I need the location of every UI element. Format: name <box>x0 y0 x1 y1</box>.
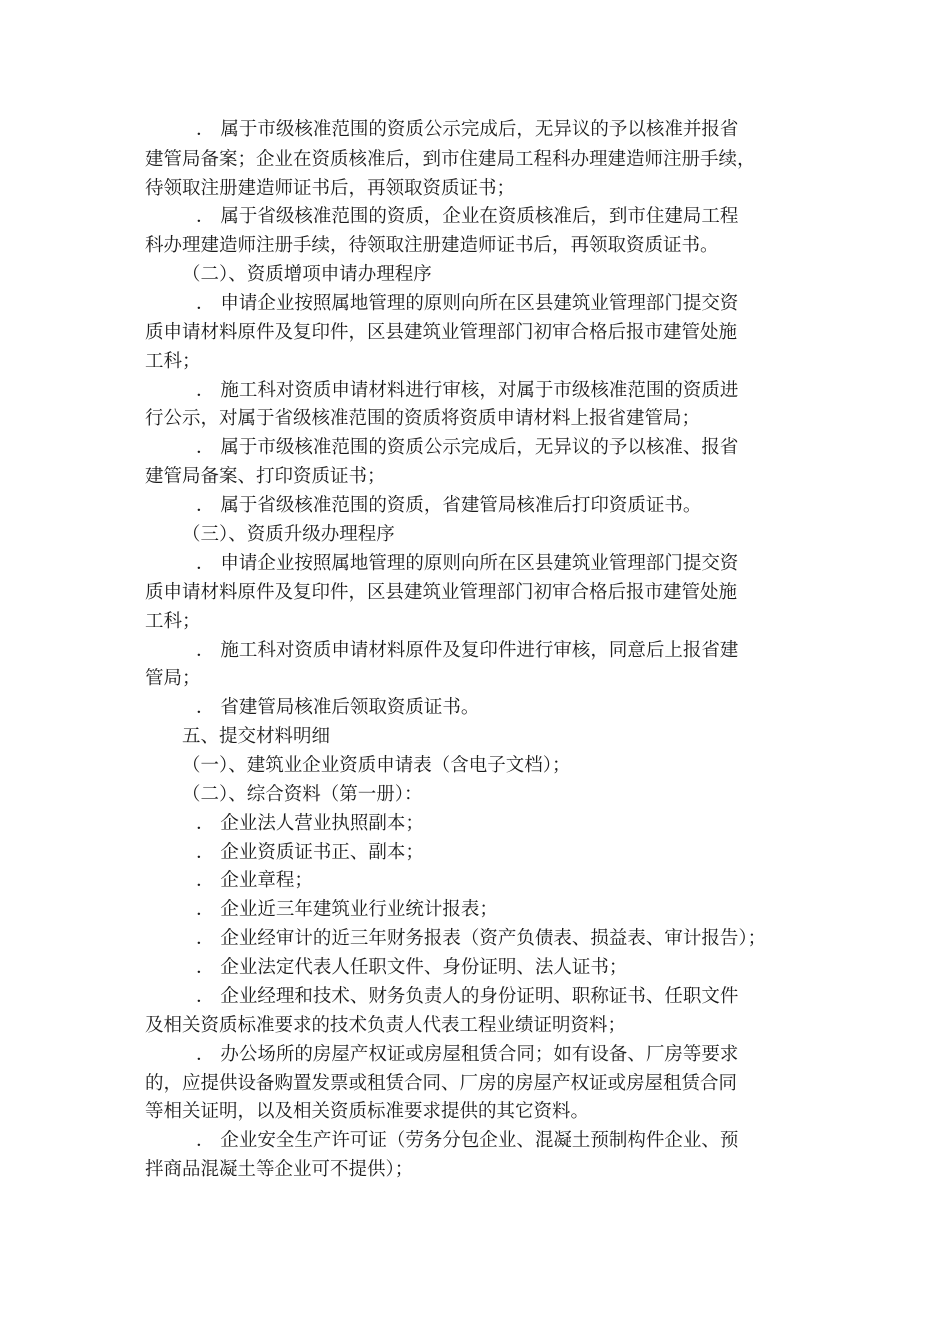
section-heading: 五、提交材料明细 <box>182 726 331 747</box>
section-heading: （一）、建筑业企业资质申请表（含电子文档）； <box>182 755 571 776</box>
text-line: ． 省建管局核准后领取资质证书。 <box>196 697 480 718</box>
text-line: ． 属于市级核准范围的资质公示完成后，无异议的予以核准并报省 <box>196 119 739 140</box>
text-line: ． 属于省级核准范围的资质，省建管局核准后打印资质证书。 <box>196 495 702 516</box>
text-line: 质申请材料原件及复印件，区县建筑业管理部门初审合格后报市建管处施 <box>145 582 738 603</box>
list-item: ． 企业经理和技术、财务负责人的身份证明、职称证书、任职文件 <box>196 986 739 1007</box>
list-item: ． 企业法人营业执照副本； <box>196 813 424 834</box>
text-line: ． 施工科对资质申请材料原件及复印件进行审核，同意后上报省建 <box>196 640 739 661</box>
text-line: 的，应提供设备购置发票或租赁合同、厂房的房屋产权证或房屋租赁合同 <box>145 1073 738 1094</box>
text-line: 管局； <box>145 668 201 689</box>
list-item: ． 办公场所的房屋产权证或房屋租赁合同；如有设备、厂房等要求 <box>196 1044 739 1065</box>
text-line: ． 申请企业按照属地管理的原则向所在区县建筑业管理部门提交资 <box>196 553 739 574</box>
text-line: 质申请材料原件及复印件，区县建筑业管理部门初审合格后报市建管处施 <box>145 322 738 343</box>
text-line: 建管局备案；企业在资质核准后，到市住建局工程科办理建造师注册手续， <box>145 149 756 170</box>
text-line: ． 施工科对资质申请材料进行审核，对属于市级核准范围的资质进 <box>196 380 739 401</box>
section-heading: （二）、综合资料（第一册）： <box>182 784 423 805</box>
text-line: 待领取注册建造师证书后，再领取资质证书； <box>145 178 516 199</box>
text-line: 及相关资质标准要求的技术负责人代表工程业绩证明资料； <box>145 1015 627 1036</box>
section-heading: （三）、资质升级办理程序 <box>182 524 395 545</box>
text-line: 等相关证明，以及相关资质标准要求提供的其它资料。 <box>145 1101 590 1122</box>
text-line: ． 申请企业按照属地管理的原则向所在区县建筑业管理部门提交资 <box>196 293 739 314</box>
text-line: ． 属于市级核准范围的资质公示完成后，无异议的予以核准、报省 <box>196 437 739 458</box>
text-line: 工科； <box>145 351 201 372</box>
list-item: ． 企业经审计的近三年财务报表（资产负债表、损益表、审计报告）； <box>196 928 767 949</box>
list-item: ． 企业安全生产许可证（劳务分包企业、混凝土预制构件企业、预 <box>196 1130 739 1151</box>
list-item: ． 企业法定代表人任职文件、身份证明、法人证书； <box>196 957 628 978</box>
text-line: 科办理建造师注册手续，待领取注册建造师证书后，再领取资质证书。 <box>145 235 719 256</box>
text-line: 建管局备案、打印资质证书； <box>145 466 386 487</box>
list-item: ． 企业近三年建筑业行业统计报表； <box>196 899 498 920</box>
text-line: 工科； <box>145 611 201 632</box>
section-heading: （二）、资质增项申请办理程序 <box>182 264 432 285</box>
list-item: ． 企业章程； <box>196 870 313 891</box>
text-line: 行公示，对属于省级核准范围的资质将资质申请材料上报省建管局； <box>145 408 701 429</box>
text-line: ． 属于省级核准范围的资质，企业在资质核准后，到市住建局工程 <box>196 206 739 227</box>
list-item: ． 企业资质证书正、副本； <box>196 842 424 863</box>
text-line: 拌商品混凝土等企业可不提供）； <box>145 1159 414 1180</box>
